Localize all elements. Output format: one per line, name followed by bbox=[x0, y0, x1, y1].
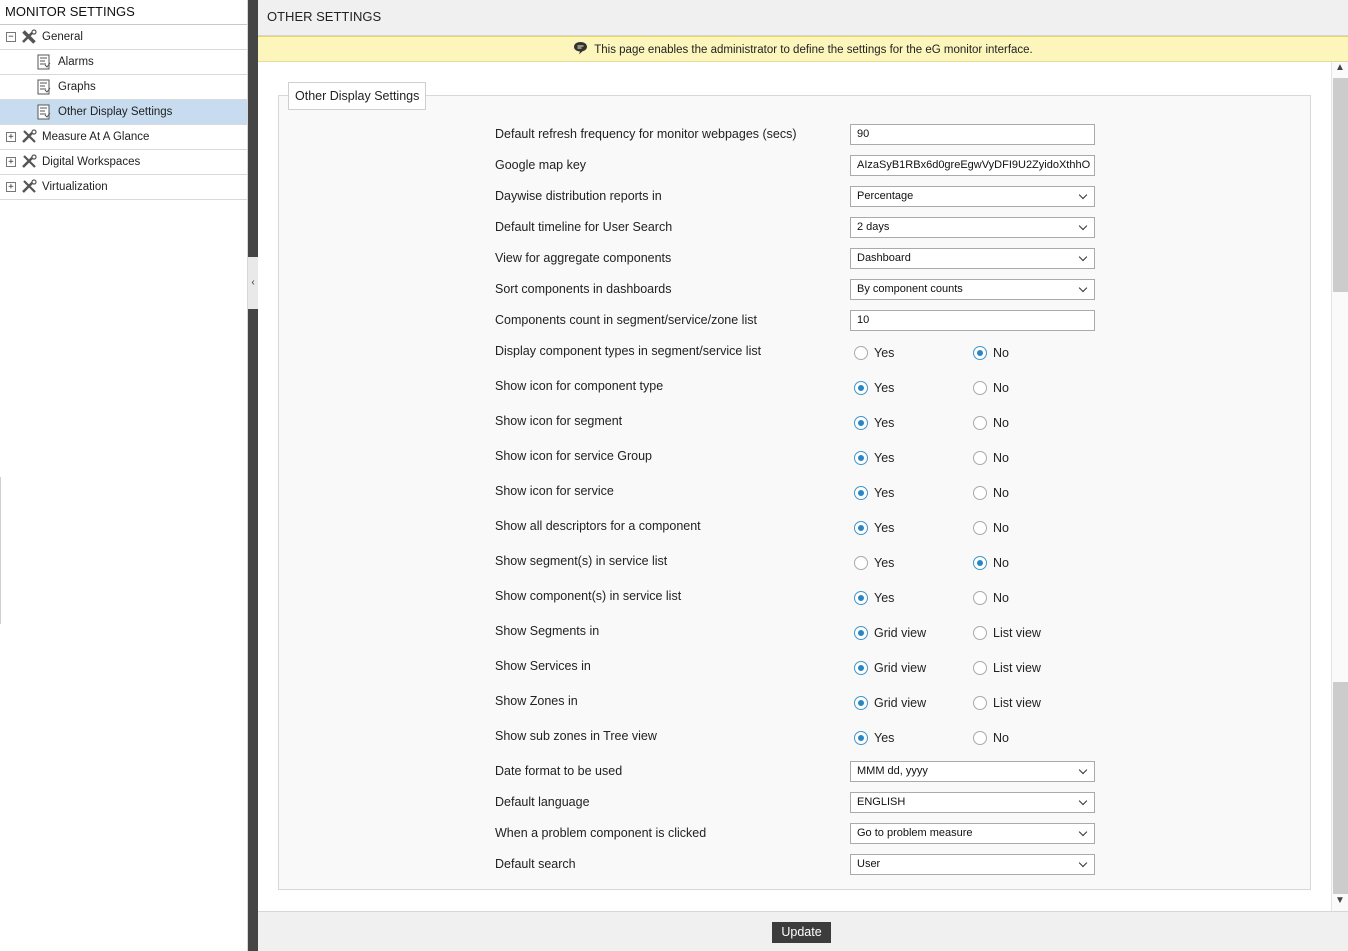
setting-row-components-count-in-segment-service-zone-list bbox=[495, 310, 1105, 334]
setting-row-show-icon-for-component-type bbox=[495, 376, 1105, 400]
select-value: Go to problem measure bbox=[857, 827, 973, 839]
setting-label: Components count in segment/service/zone list bbox=[495, 313, 757, 327]
setting-row-google-map-key bbox=[495, 155, 1105, 179]
setting-label: Daywise distribution reports in bbox=[495, 189, 662, 203]
radio-checked-icon bbox=[973, 346, 987, 360]
radio-option-label: No bbox=[993, 591, 1009, 605]
display-component-types-in-segment-service-list-radio-no[interactable] bbox=[973, 345, 1009, 361]
show-all-descriptors-for-a-component-radio-yes[interactable] bbox=[854, 520, 894, 536]
radio-option-label: List view bbox=[993, 661, 1041, 675]
setting-label: Default language bbox=[495, 795, 590, 809]
tools-icon bbox=[21, 29, 37, 45]
radio-checked-icon bbox=[854, 451, 868, 465]
tree-item-label: General bbox=[42, 31, 83, 43]
setting-label: When a problem component is clicked bbox=[495, 826, 707, 840]
panel-splitter[interactable] bbox=[248, 0, 258, 951]
setting-label: Date format to be used bbox=[495, 764, 623, 778]
default-language-select[interactable] bbox=[850, 792, 1095, 813]
show-segment-s-in-service-list-radio-no[interactable] bbox=[973, 555, 1009, 571]
page-title: OTHER SETTINGS bbox=[258, 0, 1348, 36]
select-value: By component counts bbox=[857, 283, 963, 295]
collapse-panel-handle[interactable]: ‹ bbox=[248, 257, 258, 309]
tools-icon bbox=[21, 179, 37, 195]
show-icon-for-component-type-radio-no[interactable] bbox=[973, 380, 1009, 396]
radio-option-label: Yes bbox=[874, 416, 895, 430]
chevron-down-icon bbox=[1079, 828, 1087, 836]
notice-text: This page enables the administrator to define the settings for the eG monitor interface. bbox=[594, 44, 1033, 56]
setting-label: View for aggregate components bbox=[495, 251, 672, 265]
show-icon-for-segment-radio-no[interactable] bbox=[973, 415, 1009, 431]
tree-item-measure-at-a-glance[interactable] bbox=[0, 125, 247, 150]
collapse-toggle-icon[interactable]: − bbox=[6, 32, 16, 42]
setting-row-default-language bbox=[495, 792, 1105, 816]
radio-option-label: Yes bbox=[874, 381, 895, 395]
chevron-down-icon bbox=[1079, 191, 1087, 199]
radio-unchecked-icon bbox=[973, 626, 987, 640]
tree-item-label: Other Display Settings bbox=[58, 106, 173, 118]
radio-option-label: Yes bbox=[874, 731, 895, 745]
show-all-descriptors-for-a-component-radio-no[interactable] bbox=[973, 520, 1009, 536]
radio-checked-icon bbox=[854, 486, 868, 500]
radio-unchecked-icon bbox=[973, 696, 987, 710]
radio-option-label: List view bbox=[993, 696, 1041, 710]
sort-components-in-dashboards-select[interactable] bbox=[850, 279, 1095, 300]
tree-item-label: Digital Workspaces bbox=[42, 156, 141, 168]
chevron-down-icon bbox=[1079, 222, 1087, 230]
show-services-in-radio-grid-view[interactable] bbox=[854, 660, 926, 676]
tools-icon bbox=[21, 129, 37, 145]
setting-label: Show icon for component type bbox=[495, 379, 664, 393]
footer-bar bbox=[258, 911, 1348, 951]
radio-option-label: Grid view bbox=[874, 626, 927, 640]
document-settings-icon bbox=[37, 104, 51, 120]
show-icon-for-service-radio-yes[interactable] bbox=[854, 485, 894, 501]
default-refresh-frequency-for-monitor-webpages-secs-input[interactable]: 90 bbox=[850, 124, 1095, 145]
tree-item-digital-workspaces[interactable] bbox=[0, 150, 247, 175]
scroll-down-icon[interactable]: ▼ bbox=[1335, 895, 1345, 906]
radio-option-label: No bbox=[993, 486, 1009, 500]
radio-unchecked-icon bbox=[973, 521, 987, 535]
setting-label: Default timeline for User Search bbox=[495, 220, 673, 234]
select-value: User bbox=[857, 858, 881, 870]
radio-checked-icon bbox=[854, 416, 868, 430]
show-sub-zones-in-tree-view-radio-yes[interactable] bbox=[854, 730, 894, 746]
radio-checked-icon bbox=[854, 591, 868, 605]
select-value: Dashboard bbox=[857, 252, 911, 264]
default-timeline-for-user-search-select[interactable] bbox=[850, 217, 1095, 238]
radio-option-label: No bbox=[993, 451, 1009, 465]
setting-label: Show Zones in bbox=[495, 694, 578, 708]
radio-option-label: No bbox=[993, 556, 1009, 570]
setting-row-show-segments-in bbox=[495, 621, 1105, 645]
scrollbar-thumb[interactable] bbox=[1333, 78, 1348, 292]
select-value: 2 days bbox=[857, 221, 890, 233]
setting-row-show-icon-for-segment bbox=[495, 411, 1105, 435]
radio-option-label: No bbox=[993, 381, 1009, 395]
scroll-up-icon[interactable]: ▲ bbox=[1335, 62, 1345, 73]
document-settings-icon bbox=[37, 79, 51, 95]
chevron-down-icon bbox=[1079, 284, 1087, 292]
speech-bubble-icon bbox=[573, 41, 588, 55]
show-component-s-in-service-list-radio-yes[interactable] bbox=[854, 590, 894, 606]
google-map-key-input[interactable]: AIzaSyB1RBx6d0greEgwVyDFI9U2ZyidoXthhO bbox=[850, 155, 1095, 176]
radio-checked-icon bbox=[854, 381, 868, 395]
chevron-down-icon bbox=[1079, 797, 1087, 805]
radio-unchecked-icon bbox=[854, 346, 868, 360]
setting-label: Default refresh frequency for monitor webpages (secs) bbox=[495, 127, 797, 141]
setting-row-default-search bbox=[495, 854, 1105, 878]
date-format-to-be-used-select[interactable] bbox=[850, 761, 1095, 782]
radio-option-label: Yes bbox=[874, 521, 895, 535]
radio-unchecked-icon bbox=[854, 556, 868, 570]
radio-option-label: Yes bbox=[874, 346, 895, 360]
setting-row-show-sub-zones-in-tree-view bbox=[495, 726, 1105, 750]
show-icon-for-component-type-radio-yes[interactable] bbox=[854, 380, 894, 396]
radio-option-label: Yes bbox=[874, 591, 895, 605]
setting-row-daywise-distribution-reports-in bbox=[495, 186, 1105, 210]
show-sub-zones-in-tree-view-radio-no[interactable] bbox=[973, 730, 1009, 746]
show-segments-in-radio-grid-view[interactable] bbox=[854, 625, 926, 641]
tree-item-label: Virtualization bbox=[42, 181, 108, 193]
setting-label: Show icon for service Group bbox=[495, 449, 653, 463]
tree-item-virtualization[interactable] bbox=[0, 175, 247, 200]
setting-label: Show sub zones in Tree view bbox=[495, 729, 657, 743]
radio-checked-icon bbox=[973, 556, 987, 570]
setting-label: Show component(s) in service list bbox=[495, 589, 682, 603]
sidebar bbox=[0, 0, 248, 951]
radio-option-label: Grid view bbox=[874, 696, 927, 710]
show-segments-in-radio-list-view[interactable] bbox=[973, 625, 1041, 641]
show-segment-s-in-service-list-radio-yes[interactable] bbox=[854, 555, 894, 571]
radio-option-label: Yes bbox=[874, 451, 895, 465]
radio-unchecked-icon bbox=[973, 731, 987, 745]
daywise-distribution-reports-in-select[interactable] bbox=[850, 186, 1095, 207]
main-panel bbox=[258, 0, 1348, 951]
setting-label: Sort components in dashboards bbox=[495, 282, 672, 296]
vertical-scrollbar[interactable] bbox=[1331, 62, 1348, 911]
radio-checked-icon bbox=[854, 696, 868, 710]
setting-label: Show Segments in bbox=[495, 624, 600, 638]
view-for-aggregate-components-select[interactable] bbox=[850, 248, 1095, 269]
setting-row-default-refresh-frequency-for-monitor-webpages-secs bbox=[495, 124, 1105, 148]
show-zones-in-radio-list-view[interactable] bbox=[973, 695, 1041, 711]
radio-unchecked-icon bbox=[973, 486, 987, 500]
tree-item-label: Alarms bbox=[58, 56, 94, 68]
chevron-down-icon bbox=[1079, 766, 1087, 774]
radio-option-label: Yes bbox=[874, 556, 895, 570]
setting-row-date-format-to-be-used bbox=[495, 761, 1105, 785]
radio-unchecked-icon bbox=[973, 416, 987, 430]
setting-row-show-zones-in bbox=[495, 691, 1105, 715]
setting-row-default-timeline-for-user-search bbox=[495, 217, 1105, 241]
show-icon-for-service-radio-no[interactable] bbox=[973, 485, 1009, 501]
setting-label: Default search bbox=[495, 857, 576, 871]
info-notice bbox=[258, 36, 1348, 62]
show-icon-for-segment-radio-yes[interactable] bbox=[854, 415, 894, 431]
setting-row-show-segment-s-in-service-list bbox=[495, 551, 1105, 575]
setting-row-show-all-descriptors-for-a-component bbox=[495, 516, 1105, 540]
setting-row-show-icon-for-service bbox=[495, 481, 1105, 505]
radio-option-label: Grid view bbox=[874, 661, 927, 675]
document-settings-icon bbox=[37, 54, 51, 70]
tree-item-other-display-settings[interactable] bbox=[0, 100, 247, 125]
radio-checked-icon bbox=[854, 731, 868, 745]
select-value: MMM dd, yyyy bbox=[857, 765, 928, 777]
setting-row-sort-components-in-dashboards bbox=[495, 279, 1105, 303]
scrollbar-track-segment bbox=[1333, 682, 1348, 894]
chevron-down-icon bbox=[1079, 859, 1087, 867]
radio-unchecked-icon bbox=[973, 591, 987, 605]
radio-unchecked-icon bbox=[973, 381, 987, 395]
divider bbox=[0, 477, 1, 624]
show-services-in-radio-list-view[interactable] bbox=[973, 660, 1041, 676]
expand-toggle-icon[interactable]: + bbox=[6, 182, 16, 192]
update-button[interactable]: Update bbox=[772, 922, 831, 943]
radio-option-label: Yes bbox=[874, 486, 895, 500]
radio-option-label: No bbox=[993, 521, 1009, 535]
tree-item-label: Graphs bbox=[58, 81, 96, 93]
setting-row-show-component-s-in-service-list bbox=[495, 586, 1105, 610]
show-zones-in-radio-grid-view[interactable] bbox=[854, 695, 926, 711]
setting-row-when-a-problem-component-is-clicked bbox=[495, 823, 1105, 847]
radio-option-label: List view bbox=[993, 626, 1041, 640]
setting-label: Show icon for service bbox=[495, 484, 614, 498]
setting-label: Show Services in bbox=[495, 659, 591, 673]
radio-option-label: No bbox=[993, 416, 1009, 430]
expand-toggle-icon[interactable]: + bbox=[6, 157, 16, 167]
setting-row-show-services-in bbox=[495, 656, 1105, 680]
setting-label: Google map key bbox=[495, 158, 587, 172]
show-component-s-in-service-list-radio-no[interactable] bbox=[973, 590, 1009, 606]
default-search-select[interactable] bbox=[850, 854, 1095, 875]
radio-option-label: No bbox=[993, 731, 1009, 745]
tools-icon bbox=[21, 154, 37, 170]
when-a-problem-component-is-clicked-select[interactable] bbox=[850, 823, 1095, 844]
sidebar-title: MONITOR SETTINGS bbox=[0, 0, 247, 25]
components-count-in-segment-service-zone-list-input[interactable]: 10 bbox=[850, 310, 1095, 331]
display-component-types-in-segment-service-list-radio-yes[interactable] bbox=[854, 345, 894, 361]
setting-label: Show segment(s) in service list bbox=[495, 554, 668, 568]
setting-label: Show icon for segment bbox=[495, 414, 623, 428]
radio-checked-icon bbox=[854, 626, 868, 640]
setting-row-show-icon-for-service-group bbox=[495, 446, 1105, 470]
radio-checked-icon bbox=[854, 521, 868, 535]
tree-item-label: Measure At A Glance bbox=[42, 131, 150, 143]
chevron-down-icon bbox=[1079, 253, 1087, 261]
show-icon-for-service-group-radio-yes[interactable] bbox=[854, 450, 894, 466]
radio-unchecked-icon bbox=[973, 661, 987, 675]
setting-row-display-component-types-in-segment-service-list bbox=[495, 341, 1105, 365]
fieldset-legend: Other Display Settings bbox=[288, 82, 426, 110]
select-value: Percentage bbox=[857, 190, 914, 202]
tree-item-general[interactable] bbox=[0, 25, 247, 50]
select-value: ENGLISH bbox=[857, 796, 906, 808]
radio-option-label: No bbox=[993, 346, 1009, 360]
tree-item-alarms[interactable] bbox=[0, 50, 247, 75]
radio-checked-icon bbox=[854, 661, 868, 675]
setting-row-view-for-aggregate-components bbox=[495, 248, 1105, 272]
setting-label: Show all descriptors for a component bbox=[495, 519, 701, 533]
setting-label: Display component types in segment/service list bbox=[495, 344, 762, 358]
tree-item-graphs[interactable] bbox=[0, 75, 247, 100]
settings-scroll-area bbox=[258, 62, 1348, 911]
expand-toggle-icon[interactable]: + bbox=[6, 132, 16, 142]
show-icon-for-service-group-radio-no[interactable] bbox=[973, 450, 1009, 466]
radio-unchecked-icon bbox=[973, 451, 987, 465]
